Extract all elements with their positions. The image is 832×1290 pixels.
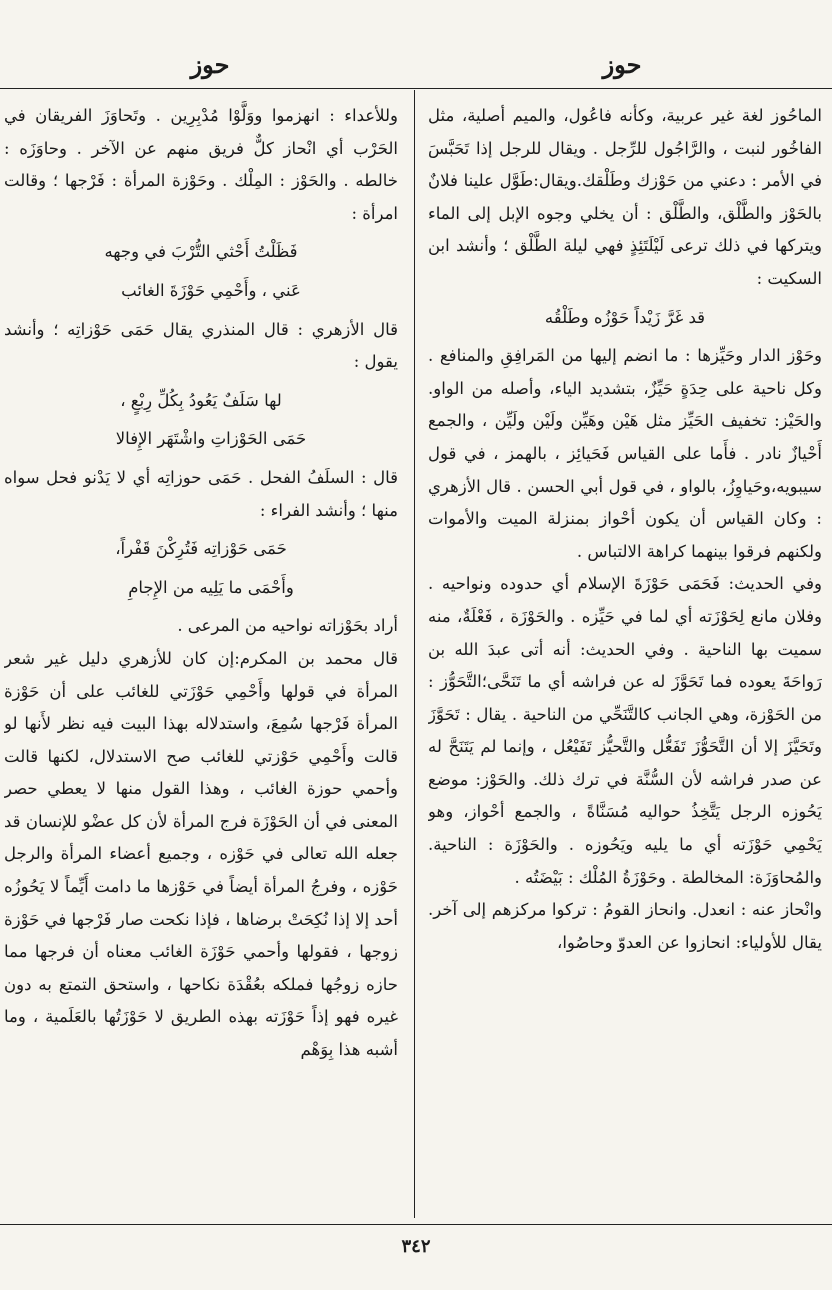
verse-line: حَمَى الحَوْزاتِ واشْتَهَر الإِفالا (115, 429, 307, 449)
paragraph: أراد بحَوْزاته نواحيه من المرعى . (177, 616, 398, 636)
footer-rule (0, 1224, 832, 1225)
paragraph: وحَوْز الدار وحَيِّزها : ما انضم إليها من المَرافِقِ والمنافع . وكل ناحية على حِدَةٍ حَيِّزٌ، بتشديد الياء، وأصله من الواو. والحَيْز: تخفيف الحَيِّز مثل هَيْن وهَيِّن ولَيْن ولَيِّن ، والجمع أَحْيازٌ نادر . فأَما على القياس فَحَيائِز ، بالهمز ، في قول سيبويه،وحَياوِزُ، بالواو ، في قول أبي الحسن . قال الأزهري : وكان القياس أن يكون أحْواز بمنزلة الميت والأموات ولكنهم فرقوا بينهما كراهة الالتباس . (428, 346, 822, 561)
verse-line: لها سَلَفٌ يَعُودُ بِكُلِّ رِبْعٍ ، (120, 390, 282, 410)
right-column-header: حوز (602, 50, 642, 79)
paragraph: وللأعداء : انهزموا ووَلَّوْا مُدْبِرِين . وتَحاوَزَ الفريقان في الحَرْب أي انْحاز كلٌّ فريق منهم عن الآخر . وحاوَزَه : خالطه . والحَوْز : المِلْك . وحَوْزة المرأة : فَرْجها ؛ وقالت امرأة : (4, 106, 398, 223)
column-divider (414, 90, 415, 1218)
page-number: ٣٤٢ (401, 1236, 431, 1257)
verse-line: فَظَلْتُ أَحْثي التُّرْبَ في وجهه (104, 242, 298, 262)
paragraph: وانْحاز عنه : انعدل. وانحاز القومُ : تركوا مركزهم إلى آخر. يقال للأولياء: انحازوا عن العدوّ وحاصُوا، (428, 900, 822, 952)
left-text-column (4, 100, 398, 1210)
header-rule (0, 88, 832, 89)
right-text-column (428, 100, 822, 1210)
verse-line: حَمَى حَوْزاتِه فَتُرِكْنَ قَفْراً، (115, 539, 287, 559)
paragraph: قال الأزهري : قال المنذري يقال حَمَى حَوْزاتِه ؛ وأنشد يقول : (4, 319, 398, 372)
paragraph: وفي الحديث: فَحَمَى حَوْزَةَ الإسلام أي حدوده ونواحيه . وفلان مانع لِحَوْزَته أي لما في حَيِّزه . والحَوْزَة ، فَعْلَةٌ، منه سميت بها الناحية . وفي الحديث: أنه أتى عبدَ الله بن رَواحَةَ يعوده فما تَحَوَّزَ له عن فراشه أي ما تَنَحَّى؛التَّحَوُّز : من الحَوْزة، وهي الجانب كالتَّنَحِّي من الناحية . يقال : تَحَوَّزَ وتَحَيَّزَ إلا أن التَّحَوُّزَ تَفَعُّل والتَّحيُّز تَفَيْعُل ، وإنما لم يَتَنَحَّ له عن صدر فراشه لأن السُّنَّة في ترك ذلك. والحَوْز: موضع يَحُوزه الرجل يَتَّخِذُ حواليه مُسَنَّاةً ، والجمع أحْواز، وهو يَحْمِي حَوْزَته أي ما يليه ويَحُوزه . والحَوْزَة : الناحية. والمُحاوَزَة: المخالطة . وحَوْزَةُ المُلْك : بَيْضَتُه . (428, 574, 822, 887)
paragraph: قال محمد بن المكرم:إن كان للأزهري دليل غير شعر المرأة في قولها وأَحْمِي حَوْزَتي للغائب على أن حَوْزة المرأة فَرْجها سُمِعَ، واستدلاله بهذا البيت فيه نظر لأَنها لو قالت وأَحْمِي حَوْزتي للغائب صح الاستدلال، لكنها قالت وأحمي حوزة الغائب ، وهذا القول منها لا يعطي حصر المعنى في أن الحَوْزَة فرج المرأة لأن كل عضْو للإنسان قد جعله الله تعالى في حَوْزه ، وجميع أعضاء المرأة والرجل حَوْزه ، وفرجُ المرأة أيضاً في حَوْزها ما دامت أَيِّماً لا يَحُوزُه أحد إلا إذا نُكِحَتْ برضاها ، فإذا نكحت صار فَرْجها في حَوْزة زوجها ، فقولها وأحمي حَوْزَة الغائب معناه أن فرجها مما حازه زوجُها فملكه بعُقْدَة نكاحها ، واستحق التمتع به دون غيره فهو إذاً حَوْزَته بهذه الطريق لا حَوْزَتُها بالعَلَمية ، وما أشبه هذا بِوَهْم (4, 648, 398, 1060)
paragraph: قال : السلَفُ الفحل . حَمَى حوزاتِه أي لا يَدْنو فحل سواه منها ؛ وأنشد الفراء : (4, 467, 398, 520)
verse-line: عَني ، وأَحْمِي حَوْزَةَ الغائب (121, 280, 301, 300)
left-column-header: حوز (190, 50, 230, 79)
verse-line: قد غَرَّ زَيْداً حَوْزُه وطَلْقُه (544, 307, 706, 327)
paragraph: الماحُوز لغة غير عربية، وكأنه فاعُول، والميم أصلية، مثل الفاخُور لنبت ، والرَّاجُول للرِّجل . ويقال للرجل إذا تَحَبَّسَ في الأمر : دعني من حَوْزك وطَلْقك.ويقال:طَوَّل علينا فلانٌ بالحَوْز والطَّلْق، والطَّلْق : أن يخلي وجوه الإبل إلى الماء ويتركها في ذلك ترعى لَيْلَتَئِذٍ فهي ليلة الطَّلْق ؛ وأنشد ابن السكيت : (428, 106, 822, 288)
verse-line: وأَحْمَى ما يَلِيه من الإِجامِ (128, 577, 294, 597)
